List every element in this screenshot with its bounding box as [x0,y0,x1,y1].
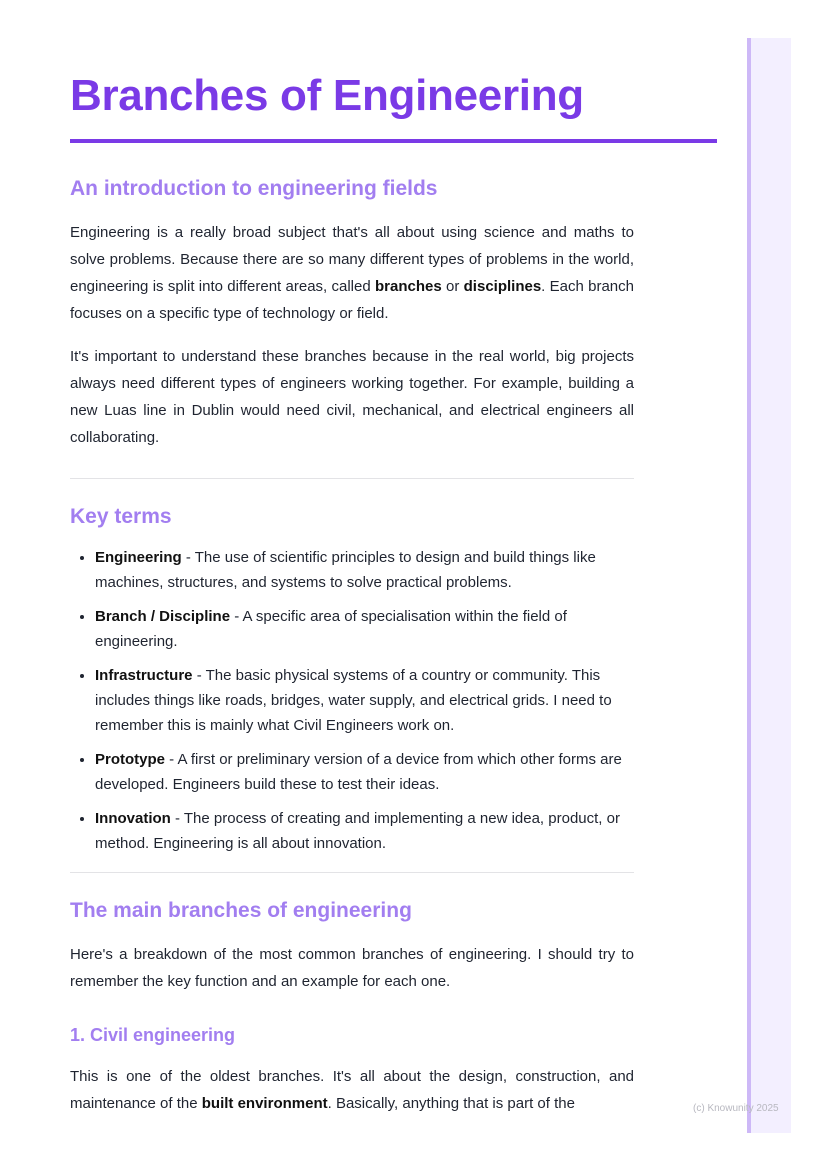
footer-copyright: (c) Knowunity 2025 [693,1103,779,1114]
sidebar-decoration [747,38,791,1133]
definition: - The use of scientific principles to design and build things like machines, structures, and systems to solve practical problems. [95,549,596,591]
list-item [95,806,634,856]
term: Branch / Discipline [95,608,231,625]
term: Innovation [95,810,171,827]
bold-term: built environment [201,1095,328,1112]
list-item [95,545,634,595]
page-title: Branches of Engineering [70,71,584,120]
intro-paragraph-1 [70,219,634,327]
section-heading-intro: An introduction to engineering fields [70,177,438,200]
list-item [95,604,634,654]
sidebar-edge [747,38,751,1133]
key-terms-list [70,545,634,856]
document-page [70,70,634,1117]
list-item [95,747,634,797]
text: . Each branch focuses on a specific type of technology or field. [70,278,634,322]
subsection-heading-civil: 1. Civil engineering [70,1025,236,1045]
definition: - A specific area of specialisation within the field of engineering. [95,608,567,650]
text: or [441,278,464,295]
bold-term: branches [375,278,442,295]
definition: - The basic physical systems of a country or community. This includes things like roads, bridges, water supply, and electrical grids. I need to remember this is mainly what Civil Engineers work on. [95,667,612,734]
intro-paragraph-2: It's important to understand these branches because in the real world, big projects always need different types of engineers working together. For example, building a new Luas line in Dublin would need civil, mechanical, and electrical engineers all collaborating. [70,348,634,446]
definition: - A first or preliminary version of a device from which other forms are developed. Engineers build these to test their ideas. [95,751,622,793]
list-item [95,663,634,738]
text: Engineering is a really broad subject that's all about using science and maths to solve problems. Because there are so many different types of problems in the world, engineering is split into different areas, called [70,224,634,295]
section-divider [70,478,634,479]
text: . Basically, anything that is part of the [327,1095,575,1112]
term: Engineering [95,549,182,566]
main-branches-paragraph: Here's a breakdown of the most common branches of engineering. I should try to remember the key function and an example for each one. [70,946,634,990]
title-divider [70,139,717,143]
term: Prototype [95,751,166,768]
civil-paragraph [70,1063,634,1117]
section-heading-main-branches: The main branches of engineering [70,899,412,922]
section-divider [70,872,634,873]
section-heading-key-terms: Key terms [70,505,172,528]
term: Infrastructure [95,667,193,684]
definition: - The process of creating and implementing a new idea, product, or method. Engineering is all about innovation. [95,810,620,852]
bold-term: disciplines [463,278,542,295]
text: This is one of the oldest branches. It's all about the design, construction, and maintenance of the [70,1068,634,1112]
